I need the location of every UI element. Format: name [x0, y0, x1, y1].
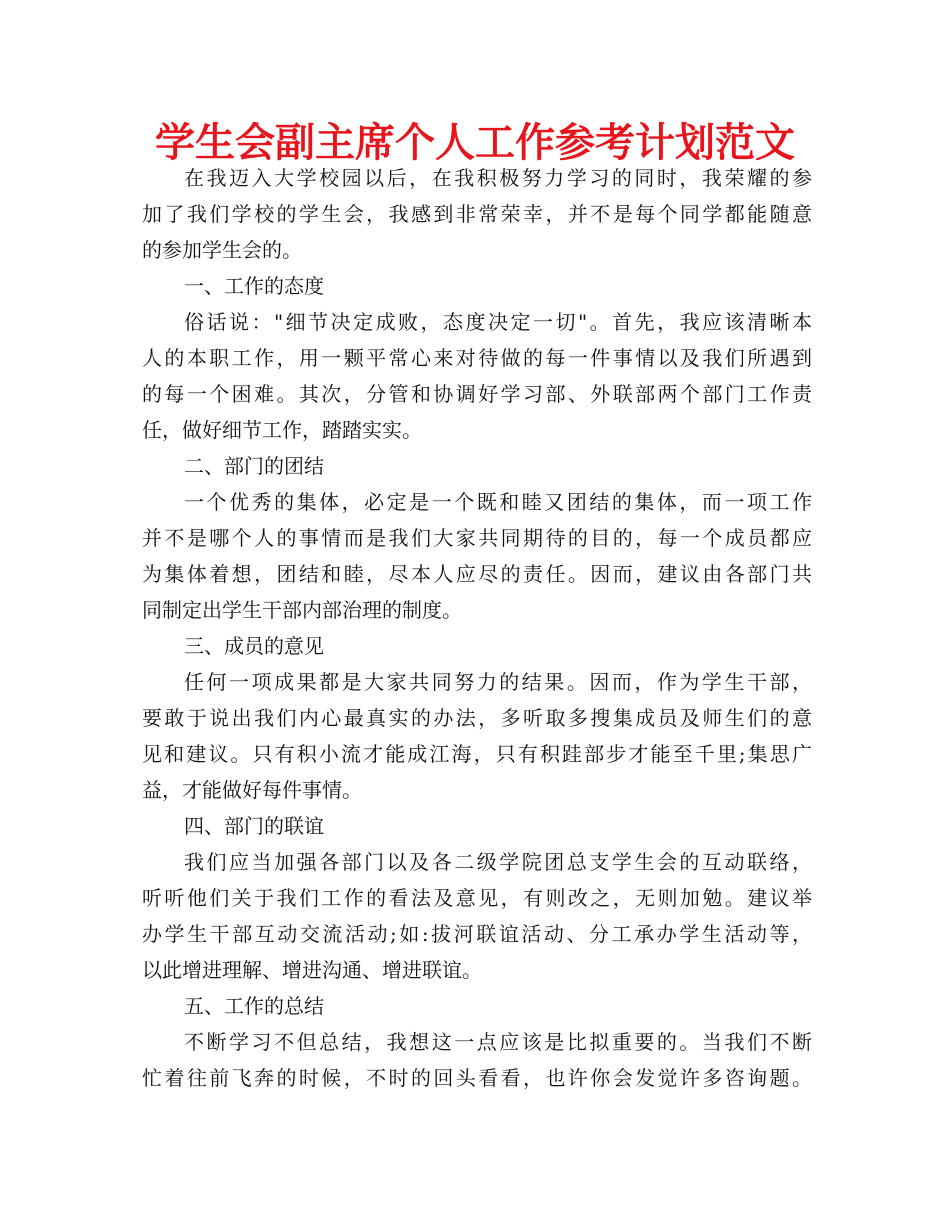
text-line: 四、部门的联谊 — [184, 814, 324, 838]
document-title: 学生会副主席个人工作参考计划范文 — [155, 120, 795, 166]
text-line: 一个优秀的集体，必定是一个既和睦又团结的集体，而一项工作 — [184, 490, 812, 514]
text-line: 的参加学生会的。 — [142, 238, 302, 262]
document-body — [142, 160, 812, 1096]
text-line: 见和建议。只有积小流才能成江海，只有积跬部步才能至千里;集思广 — [142, 742, 812, 766]
text-line: 我们应当加强各部门以及各二级学院团总支学生会的互动联络， — [184, 850, 812, 874]
text-line: 为集体着想，团结和睦，尽本人应尽的责任。因而，建议由各部门共 — [142, 562, 812, 586]
text-line: 五、工作的总结 — [184, 994, 324, 1018]
text-line: 任，做好细节工作，踏踏实实。 — [142, 418, 422, 442]
text-line: 人的本职工作，用一颗平常心来对待做的每一件事情以及我们所遇到 — [142, 346, 812, 370]
text-line: 要敢于说出我们内心最真实的办法，多听取多搜集成员及师生们的意 — [142, 706, 812, 730]
text-line: 听听他们关于我们工作的看法及意见，有则改之，无则加勉。建议举 — [142, 886, 812, 910]
text-line: 加了我们学校的学生会，我感到非常荣幸，并不是每个同学都能随意 — [142, 202, 812, 226]
text-line: 忙着往前飞奔的时候，不时的回头看看，也许你会发觉许多咨询题。 — [142, 1066, 812, 1090]
text-line: 不断学习不但总结，我想这一点应该是比拟重要的。当我们不断 — [184, 1030, 812, 1054]
text-line: 任何一项成果都是大家共同努力的结果。因而，作为学生干部， — [184, 670, 812, 694]
text-line: 的每一个困难。其次，分管和协调好学习部、外联部两个部门工作责 — [142, 382, 812, 406]
text-line: 并不是哪个人的事情而是我们大家共同期待的目的，每一个成员都应 — [142, 526, 812, 550]
text-line: 以此增进理解、增进沟通、增进联谊。 — [142, 958, 482, 982]
text-line: 办学生干部互动交流活动;如:拔河联谊活动、分工承办学生活动等， — [142, 922, 812, 946]
text-line: 三、成员的意见 — [184, 634, 324, 658]
text-line: 同制定出学生干部内部治理的制度。 — [142, 598, 462, 622]
text-line: 在我迈入大学校园以后，在我积极努力学习的同时，我荣耀的参 — [184, 166, 812, 190]
text-line: 益，才能做好每件事情。 — [142, 778, 362, 802]
text-line: 二、部门的团结 — [184, 454, 324, 478]
text-line: 俗话说："细节决定成败，态度决定一切"。首先，我应该清晰本 — [184, 310, 812, 334]
text-line: 一、工作的态度 — [184, 274, 324, 298]
